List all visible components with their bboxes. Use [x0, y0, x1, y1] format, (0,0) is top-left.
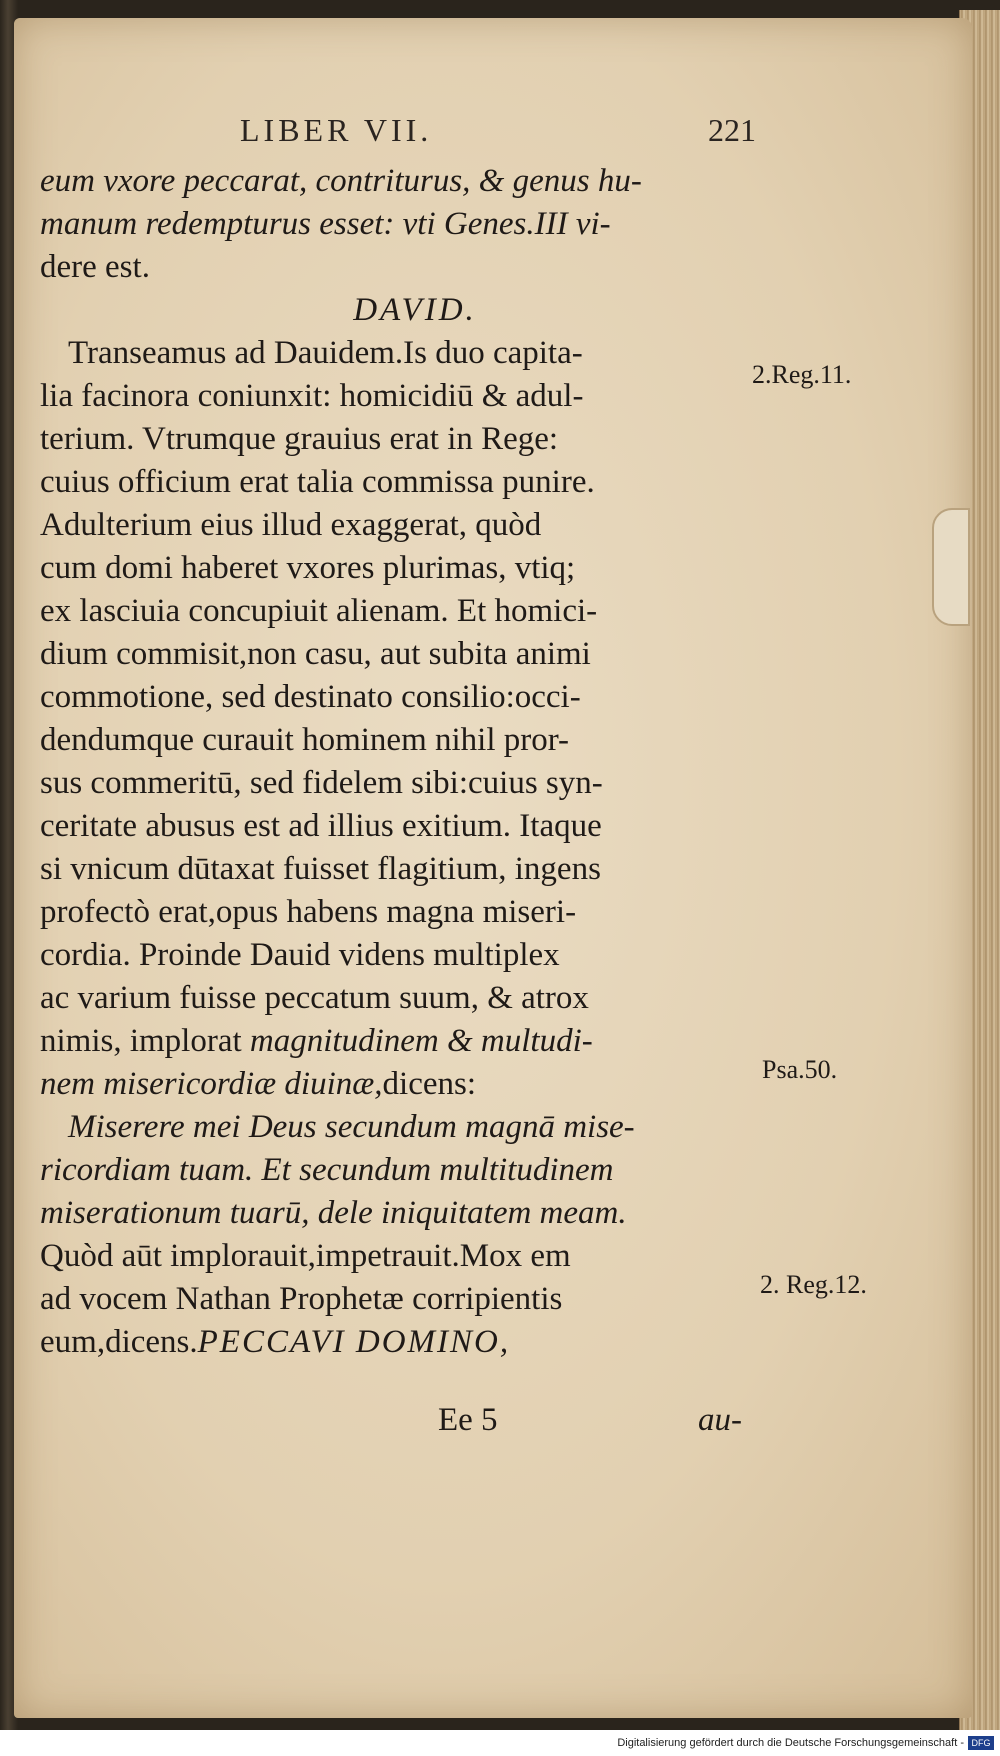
- marginal-reference: 2.Reg.11.: [752, 360, 852, 389]
- text-line: si vnicum dūtaxat fuisset flagitium, ingens: [40, 851, 601, 887]
- page-number: 221: [708, 112, 756, 148]
- text-line: cuius officium erat talia commissa punire.: [40, 464, 595, 500]
- psalm-quote-line: Miserere mei Deus secundum magnā mise-: [68, 1109, 635, 1145]
- marginal-reference: Psa.50.: [762, 1055, 838, 1084]
- text-line-mixed: [40, 1063, 750, 1106]
- text-line: terium. Vtrumque grauius erat in Rege:: [40, 421, 559, 457]
- marginal-reference: 2. Reg.12.: [760, 1270, 867, 1299]
- text-line: Adulterium eius illud exaggerat, quòd: [40, 507, 542, 543]
- digitization-footer: [0, 1730, 1000, 1756]
- text-line: ad vocem Nathan Prophetæ corripientis: [40, 1281, 563, 1317]
- text-roman: nimis, implorat: [40, 1023, 250, 1059]
- page-header: [56, 112, 756, 156]
- body-text: [40, 160, 750, 1364]
- text-line: Transeamus ad Dauidem.Is duo capita-: [68, 335, 583, 371]
- text-line: ac varium fuisse peccatum suum, & atrox: [40, 980, 589, 1016]
- text-line-mixed: [40, 1020, 750, 1063]
- psalm-quote-line: ricordiam tuam. Et secundum multitudinem: [40, 1152, 614, 1188]
- dfg-logo: DFG: [968, 1736, 994, 1750]
- text-line: cordia. Proinde Dauid videns multiplex: [40, 937, 560, 973]
- text-line: lia facinora coniunxit: homicidiū & adul-: [40, 378, 584, 414]
- text-line: Quòd aūt implorauit,impetrauit.Mox em: [40, 1238, 571, 1274]
- text-line: cum domi haberet vxores plurimas, vtiq;: [40, 550, 576, 586]
- text-italic: magnitudinem & multudi-: [249, 1023, 593, 1059]
- text-smallcaps: PECCAVI DOMINO,: [197, 1324, 511, 1360]
- text-line: sus commeritū, sed fidelem sibi:cuius syn-: [40, 765, 603, 801]
- text-line: ex lasciuia concupiuit alienam. Et homici-: [40, 593, 598, 629]
- text-line: ceritate abusus est ad illius exitium. Itaque: [40, 808, 602, 844]
- text-line: dium commisit,non casu, aut subita animi: [40, 636, 591, 672]
- text-line: dere est.: [40, 249, 150, 285]
- text-line: profectò erat,opus habens magna miseri-: [40, 894, 577, 930]
- text-italic: nem misericordiæ diuinæ,: [40, 1066, 383, 1102]
- text-roman: eum,dicens.: [40, 1324, 198, 1360]
- text-line: eum vxore peccarat, contriturus, & genus hu-: [40, 163, 642, 199]
- catchword: au-: [698, 1402, 742, 1438]
- running-title: LIBER VII.: [240, 112, 433, 148]
- text-roman: dicens:: [382, 1066, 477, 1102]
- text-line: commotione, sed destinato consilio:occi-: [40, 679, 581, 715]
- text-line: manum redempturus esset: vti Genes.III vi-: [40, 206, 611, 242]
- psalm-quote-line: miserationum tuarū, dele iniquitatem meam.: [40, 1195, 627, 1231]
- footer-credit: Digitalisierung gefördert durch die Deutsche Forschungsgemeinschaft -: [617, 1737, 964, 1749]
- text-line-mixed: [40, 1321, 750, 1364]
- section-title: DAVID.: [353, 292, 477, 328]
- page-clip: [932, 508, 970, 626]
- page-foot: [40, 1402, 750, 1446]
- text-line: dendumque curauit hominem nihil pror-: [40, 722, 570, 758]
- signature-mark: Ee 5: [438, 1402, 498, 1438]
